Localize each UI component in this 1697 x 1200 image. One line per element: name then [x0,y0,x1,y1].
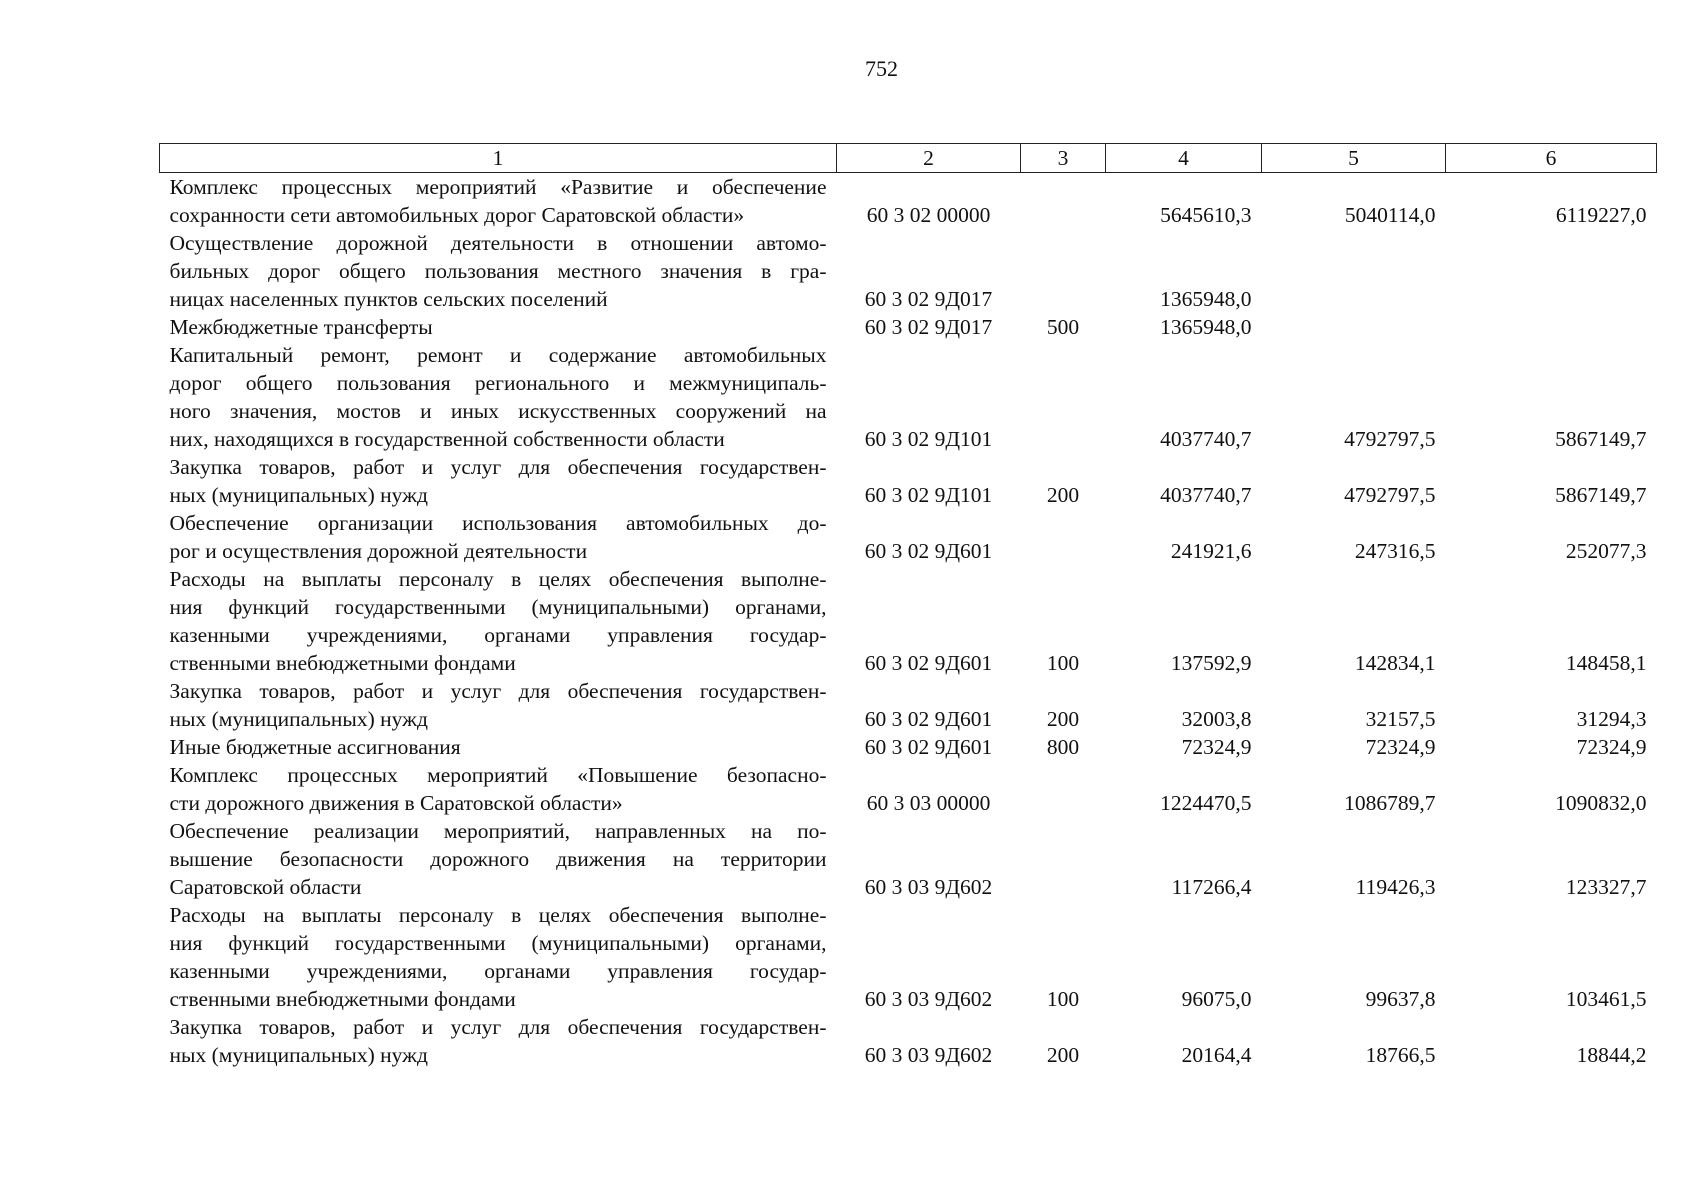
row-value-year1-cell: 4037740,7 [1160,427,1252,451]
row-name-line: Закупка товаров, работ и услуг для обеспечения государствен- [169,1015,827,1039]
row-code-cell: 60 3 02 9Д101 [864,483,993,507]
row-name-line: них, находящихся в государственной собственности области [169,427,725,451]
row-expense-type-cell: 100 [1046,651,1080,675]
row-value-year2-cell: 32157,5 [1365,707,1436,731]
row-name-cell [160,453,837,509]
row-name-cell [160,677,837,733]
row-name-line: ных (муниципальных) нужд [169,483,428,507]
row-value-year2-cell [1262,313,1446,341]
row-value-year3-cell: 31294,3 [1576,707,1647,731]
row-value-year1-cell: 4037740,7 [1160,483,1252,507]
row-value-year1-cell: 241921,6 [1170,539,1252,563]
table-row [160,901,1657,1013]
row-expense-type-cell [1021,173,1106,230]
row-code-cell: 60 3 02 9Д601 [864,539,993,563]
table-row [160,229,1657,313]
row-code-cell: 60 3 03 00000 [866,791,991,815]
row-code-cell: 60 3 02 9Д017 [864,287,993,311]
row-name-cell [160,817,837,901]
row-name-line: ного значения, мостов и иных искусственных сооружений на [169,399,827,423]
row-expense-type-cell [1021,817,1106,901]
row-value-year1-cell: 5645610,3 [1160,203,1252,227]
row-name-line: Закупка товаров, работ и услуг для обеспечения государствен- [169,455,827,479]
row-name-line: ницах населенных пунктов сельских поселений [169,287,608,311]
row-code-cell: 60 3 03 9Д602 [864,1043,993,1067]
row-value-year2-cell: 99637,8 [1365,987,1436,1011]
row-name-line: ния функций государственными (муниципальными) органами, [169,931,827,955]
row-name-line: казенными учреждениями, органами управления государ- [169,623,827,647]
row-value-year3-cell [1446,229,1657,313]
column-header-4: 4 [1106,144,1262,173]
row-name-line: сохранности сети автомобильных дорог Саратовской области» [169,203,745,227]
row-expense-type-cell [1021,229,1106,313]
row-value-year2-cell: 142834,1 [1354,651,1436,675]
row-expense-type-cell: 200 [1046,707,1080,731]
row-name-line: Расходы на выплаты персоналу в целях обеспечения выполне- [169,567,827,591]
row-name-line: Расходы на выплаты персоналу в целях обеспечения выполне- [169,903,827,927]
row-name-cell [160,509,837,565]
row-name-line: Обеспечение реализации мероприятий, направленных на по- [169,819,827,843]
row-name-cell [160,565,837,677]
row-expense-type-cell: 800 [1046,735,1080,759]
row-name-line: ных (муниципальных) нужд [169,707,428,731]
row-name-line: бильных дорог общего пользования местного значения в гра- [169,259,827,283]
column-header-2: 2 [837,144,1021,173]
row-expense-type-cell: 100 [1046,987,1080,1011]
column-header-6: 6 [1446,144,1657,173]
row-name-line: рог и осуществления дорожной деятельности [169,539,588,563]
row-value-year1-cell: 96075,0 [1181,987,1252,1011]
row-value-year3-cell: 148458,1 [1565,651,1647,675]
row-code-cell: 60 3 02 9Д017 [864,315,993,339]
row-value-year2-cell: 72324,9 [1365,735,1436,759]
row-value-year3-cell: 5867149,7 [1555,483,1647,507]
row-value-year3-cell: 103461,5 [1565,987,1647,1011]
row-value-year1-cell: 72324,9 [1181,735,1252,759]
row-value-year3-cell: 5867149,7 [1555,427,1647,451]
row-name-line: Обеспечение организации использования автомобильных до- [169,511,827,535]
row-name-line: дорог общего пользования регионального и межмуниципаль- [169,371,827,395]
row-name-cell [160,733,837,761]
table-row [160,761,1657,817]
table-row [160,509,1657,565]
row-name-cell [160,1013,837,1069]
row-name-line: Закупка товаров, работ и услуг для обеспечения государствен- [169,679,827,703]
table-row [160,677,1657,733]
table-row [160,341,1657,453]
row-name-cell [160,313,837,341]
row-value-year2-cell: 18766,5 [1365,1043,1436,1067]
row-value-year2-cell: 5040114,0 [1344,203,1436,227]
row-name-line: Комплекс процессных мероприятий «Повышение безопасно- [169,763,827,787]
column-header-5: 5 [1262,144,1446,173]
row-code-cell: 60 3 03 9Д602 [864,875,993,899]
row-code-cell: 60 3 02 9Д601 [864,651,993,675]
row-expense-type-cell: 200 [1046,483,1080,507]
row-code-cell: 60 3 02 00000 [866,203,991,227]
row-value-year2-cell: 4792797,5 [1344,483,1436,507]
row-value-year2-cell: 247316,5 [1354,539,1436,563]
row-name-line: казенными учреждениями, органами управления государ- [169,959,827,983]
row-value-year1-cell: 1365948,0 [1160,315,1252,339]
row-expense-type-cell [1021,341,1106,453]
row-value-year3-cell: 72324,9 [1576,735,1647,759]
row-value-year3-cell: 252077,3 [1565,539,1647,563]
column-number-row [160,144,1657,173]
page-number: 752 [865,56,898,81]
row-value-year1-cell: 137592,9 [1170,651,1252,675]
row-value-year1-cell: 1224470,5 [1160,791,1252,815]
row-code-cell: 60 3 03 9Д602 [864,987,993,1011]
row-value-year3-cell: 18844,2 [1576,1043,1647,1067]
row-name-line: ных (муниципальных) нужд [169,1043,428,1067]
row-name-cell [160,901,837,1013]
table-body [160,173,1657,1070]
row-name-line: Капитальный ремонт, ремонт и содержание автомобильных [169,343,827,367]
budget-table [159,143,1657,1069]
column-header-1: 1 [160,144,837,173]
row-value-year2-cell: 4792797,5 [1344,427,1436,451]
row-name-line: Комплекс процессных мероприятий «Развитие и обеспечение [169,175,827,199]
row-value-year3-cell: 1090832,0 [1555,791,1647,815]
row-value-year2-cell: 1086789,7 [1344,791,1436,815]
table-row [160,173,1657,230]
table-row [160,565,1657,677]
table-row [160,453,1657,509]
row-code-cell: 60 3 02 9Д601 [864,707,993,731]
row-name-line: Межбюджетные трансферты [169,315,433,339]
row-value-year1-cell: 117266,4 [1171,875,1252,899]
row-name-line: Саратовской области [169,875,362,899]
row-name-line: Иные бюджетные ассигнования [169,735,461,759]
table-row [160,1013,1657,1069]
row-expense-type-cell: 500 [1046,315,1080,339]
row-value-year3-cell: 123327,7 [1565,875,1647,899]
row-expense-type-cell: 200 [1046,1043,1080,1067]
row-name-cell [160,173,837,230]
row-name-cell [160,341,837,453]
column-header-3: 3 [1021,144,1106,173]
row-value-year2-cell [1262,229,1446,313]
row-expense-type-cell [1021,509,1106,565]
row-name-cell [160,761,837,817]
row-value-year1-cell: 20164,4 [1181,1043,1252,1067]
row-value-year1-cell: 1365948,0 [1160,287,1252,311]
row-value-year2-cell: 119426,3 [1355,875,1436,899]
row-code-cell: 60 3 02 9Д601 [864,735,993,759]
row-name-line: ния функций государственными (муниципальными) органами, [169,595,827,619]
row-name-cell [160,229,837,313]
row-code-cell: 60 3 02 9Д101 [864,427,993,451]
table-row [160,313,1657,341]
table-row [160,733,1657,761]
row-name-line: ственными внебюджетными фондами [169,987,516,1011]
row-value-year3-cell: 6119227,0 [1555,203,1647,227]
row-value-year1-cell: 32003,8 [1181,707,1252,731]
row-expense-type-cell [1021,761,1106,817]
table-row [160,817,1657,901]
row-name-line: ственными внебюджетными фондами [169,651,516,675]
row-value-year3-cell [1446,313,1657,341]
row-name-line: Осуществление дорожной деятельности в отношении автомо- [169,231,827,255]
row-name-line: вышение безопасности дорожного движения на территории [169,847,827,871]
row-name-line: сти дорожного движения в Саратовской области» [169,791,623,815]
